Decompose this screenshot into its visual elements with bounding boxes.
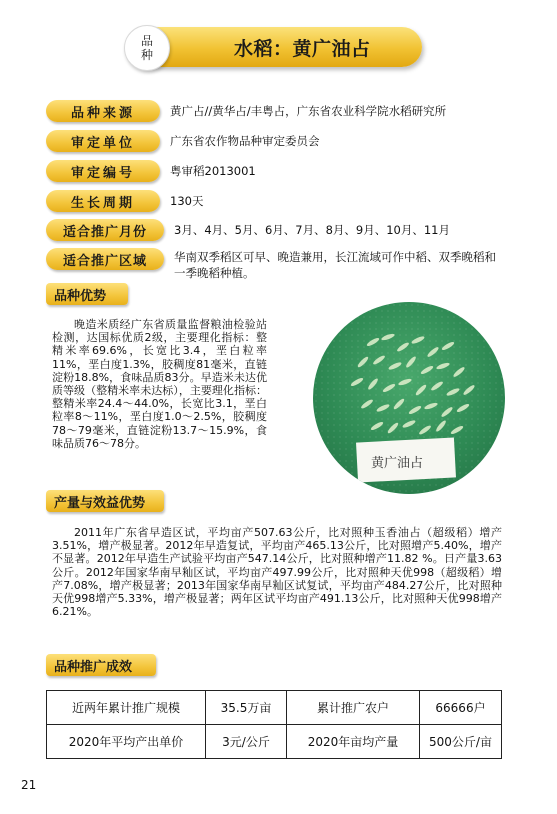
promotion-table <box>46 690 502 759</box>
photo-label-text: 黄广油占 <box>371 456 424 471</box>
yield-text: 2011年广东省早造区试，平均亩产507.63公斤，比对照种玉香油占（超级稻）增产3.51%，增产极显著。2012年早造复试，平均亩产465.13公斤，比对照增产5.40%，增产不显著。2012年早造生产试验平均亩产547.14公斤，比对照种增产11.82 %。日产量3.63公斤。2012年国家华南早籼区试，平均亩产497.99公斤，比对照种天优998（超级稻）增产7.08%，增产极显著；2013年国家华南早籼区试复试，平均亩产484.27公斤，比对照种天优998增产5.33%，增产极显著；两年区试平均亩产491.13公斤，比对照种天优998增产6.21%。 <box>52 526 502 619</box>
table-cell: 近两年累计推广规模 <box>47 691 206 725</box>
table-cell: 35.5万亩 <box>206 691 287 725</box>
category-badge <box>124 25 170 71</box>
badge-char-2: 种 <box>140 48 153 62</box>
label-promotion-region: 适合推广区域 <box>46 248 164 270</box>
label-promotion-months: 适合推广月份 <box>46 219 164 241</box>
table-row <box>47 691 502 725</box>
table-row <box>47 725 502 759</box>
table-cell: 3元/公斤 <box>206 725 287 759</box>
value-approval-number: 粤审稻2013001 <box>170 164 256 178</box>
value-approval-unit: 广东省农作物品种审定委员会 <box>170 134 320 148</box>
advantage-text: 晚造米质经广东省质量监督粮油检验站检测，达国标优质2级，主要理化指标：整精米率69.6%，长宽比3.4，垩白粒率11%，垩白度1.3%，胶稠度81毫米，直链淀粉18.8%，食味品质83分。早造米未达优质等级（整精米率未达标），主要理化指标：整精米率24.4～44.0%，长宽比3.1，垩白粒率8～11%，垩白度1.0～2.5%，胶稠度78～79毫米，直链淀粉13.7～15.9%，食味品质76～78分。 <box>52 318 267 450</box>
table-cell: 2020年平均产出单价 <box>47 725 206 759</box>
label-approval-number: 审定编号 <box>46 160 160 182</box>
value-variety-source: 黄广占//黄华占/丰粤占，广东省农业科学院水稻研究所 <box>170 104 447 118</box>
table-cell: 累计推广农户 <box>287 691 420 725</box>
advantage-paragraph <box>52 318 267 450</box>
table-cell: 2020年亩均产量 <box>287 725 420 759</box>
section-header-yield: 产量与效益优势 <box>46 490 164 512</box>
value-promotion-region: 华南双季稻区可早、晚造兼用，长江流域可作中稻、双季晚稻和一季晚稻种植。 <box>174 250 496 280</box>
page-number: 21 <box>21 778 37 792</box>
section-header-advantage: 品种优势 <box>46 283 128 305</box>
rice-grain-photo <box>313 302 505 494</box>
label-variety-source: 品种来源 <box>46 100 160 122</box>
table-cell: 66666户 <box>420 691 502 725</box>
value-growth-cycle: 130天 <box>170 194 204 208</box>
section-header-promotion: 品种推广成效 <box>46 654 156 676</box>
label-approval-unit: 审定单位 <box>46 130 160 152</box>
value-promotion-months: 3月、4月、5月、6月、7月、8月、9月、10月、11月 <box>174 223 450 237</box>
page-title: 水稻：黄广油占 <box>234 38 371 60</box>
rice-grains-illustration <box>313 302 505 494</box>
table-cell: 500公斤/亩 <box>420 725 502 759</box>
yield-paragraph <box>52 526 502 618</box>
label-growth-cycle: 生长周期 <box>46 190 160 212</box>
badge-char-1: 品 <box>140 34 153 48</box>
